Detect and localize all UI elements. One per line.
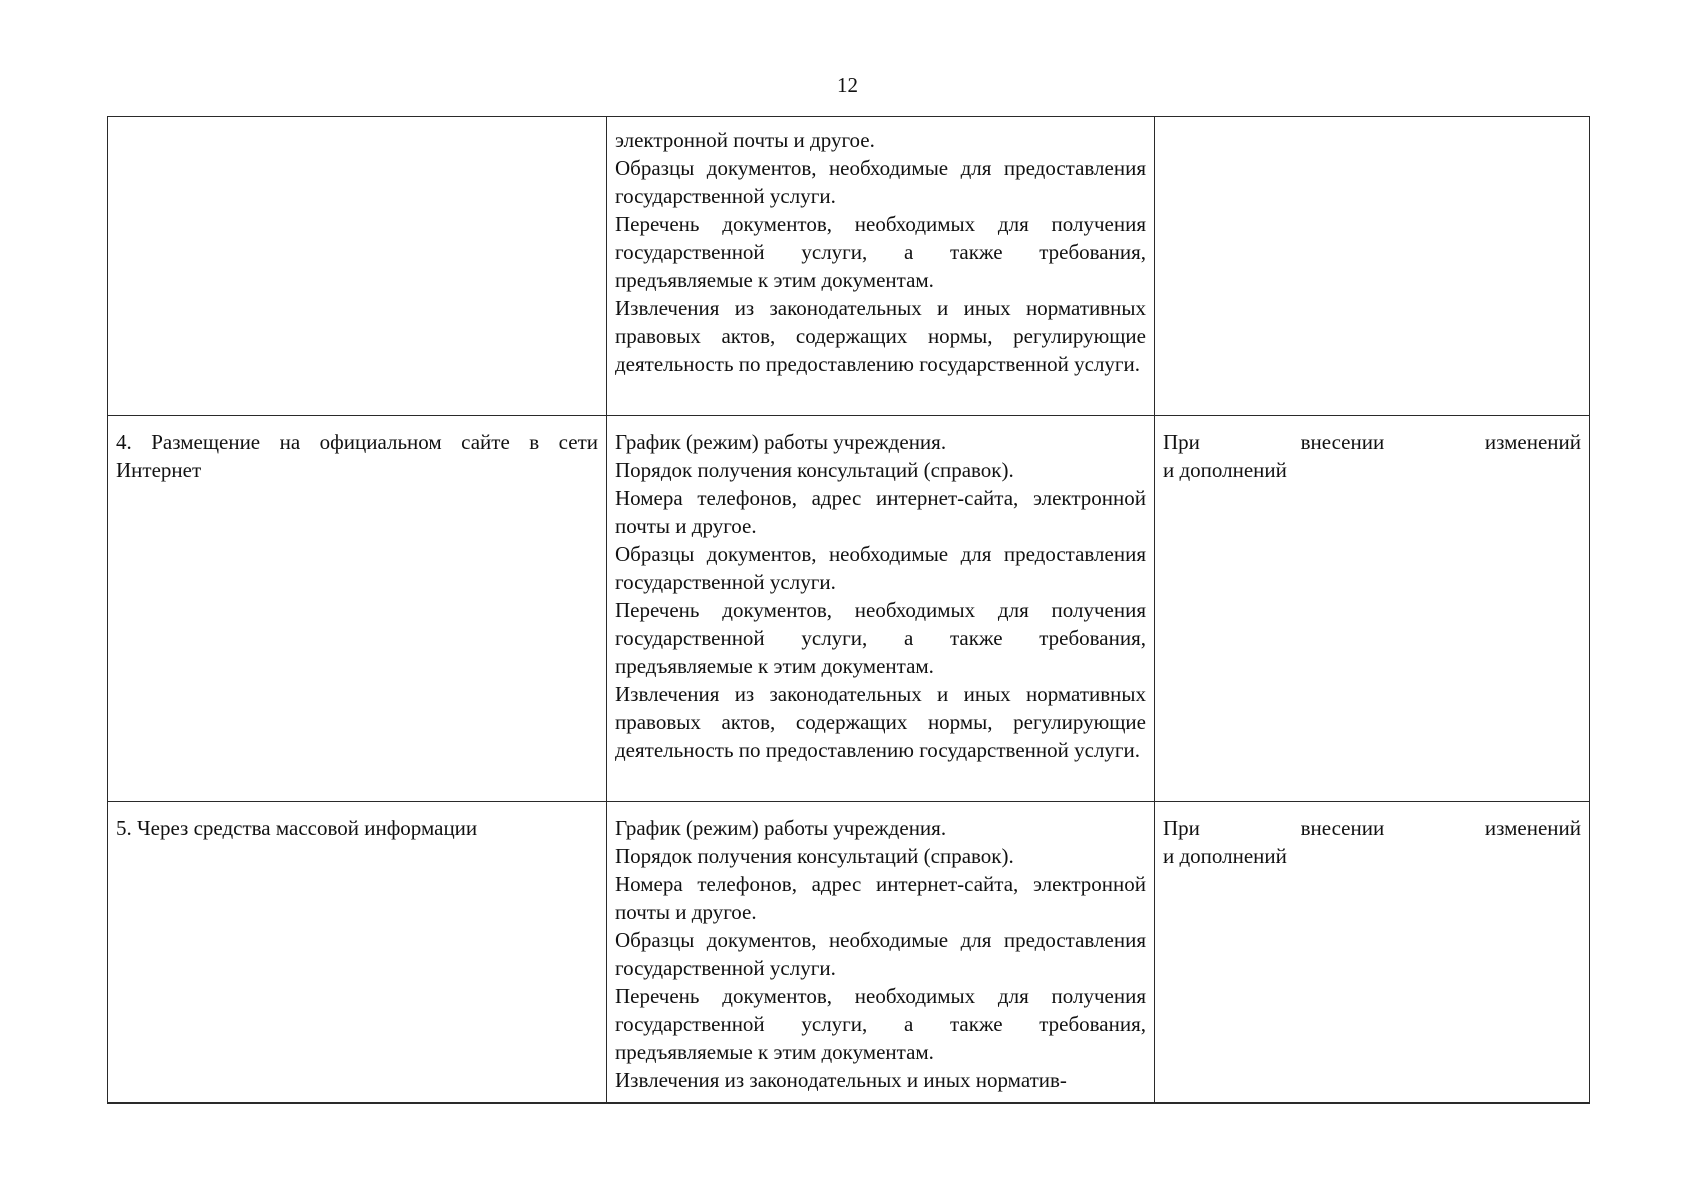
- page-number: 12: [837, 73, 858, 97]
- content-item: Перечень документов, необходимых для получения государственной услуги, а также требования, предъявляемые к этим документам.: [615, 984, 1146, 1064]
- method-cell: [108, 802, 607, 1104]
- content-item: Порядок получения консультаций (справок).: [615, 458, 1014, 482]
- content-item: График (режим) работы учреждения.: [615, 430, 947, 454]
- content-item: График (режим) работы учреждения.: [615, 816, 947, 840]
- content-item: Номера телефонов, адрес интернет-сайта, электронной почты и другое.: [615, 872, 1146, 924]
- content-item: Извлечения из законодательных и иных нормативных правовых актов, содержащих нормы, регулирующие деятельность по предоставлению государственной услуги.: [615, 296, 1146, 376]
- content-item: Порядок получения консультаций (справок).: [615, 844, 1014, 868]
- content-item: Номера телефонов, адрес интернет-сайта, электронной почты и другое.: [615, 486, 1146, 538]
- period-cell: [1155, 802, 1590, 1104]
- content-item: Извлечения из законодательных и иных норматив-: [615, 1068, 1067, 1092]
- content-cell: [607, 416, 1155, 802]
- table-row: [108, 117, 1590, 416]
- content-item: Перечень документов, необходимых для получения государственной услуги, а также требования, предъявляемые к этим документам.: [615, 212, 1146, 292]
- period-text: При внесении изменений: [1163, 430, 1581, 454]
- period-cell: [1155, 416, 1590, 802]
- table-row: [108, 802, 1590, 1104]
- period-text: При внесении изменений: [1163, 816, 1581, 840]
- method-cell: [108, 416, 607, 802]
- method-text: 4. Размещение на официальном сайте в сети Интернет: [116, 430, 598, 482]
- content-item: Извлечения из законодательных и иных нормативных правовых актов, содержащих нормы, регулирующие деятельность по предоставлению государственной услуги.: [615, 682, 1146, 762]
- content-item: Образцы документов, необходимые для предоставления государственной услуги.: [615, 156, 1146, 208]
- table-row: [108, 416, 1590, 802]
- content-item: Образцы документов, необходимые для предоставления государственной услуги.: [615, 928, 1146, 980]
- content-item: Образцы документов, необходимые для предоставления государственной услуги.: [615, 542, 1146, 594]
- content-cell: [607, 802, 1155, 1104]
- method-cell: [108, 117, 607, 416]
- period-text: и дополнений: [1163, 844, 1287, 868]
- content-item: электронной почты и другое.: [615, 128, 875, 152]
- content-item: Перечень документов, необходимых для получения государственной услуги, а также требования, предъявляемые к этим документам.: [615, 598, 1146, 678]
- information-methods-table: [107, 116, 1590, 1104]
- content-cell: [607, 117, 1155, 416]
- period-cell: [1155, 117, 1590, 416]
- method-text: 5. Через средства массовой информации: [116, 816, 478, 840]
- period-text: и дополнений: [1163, 458, 1287, 482]
